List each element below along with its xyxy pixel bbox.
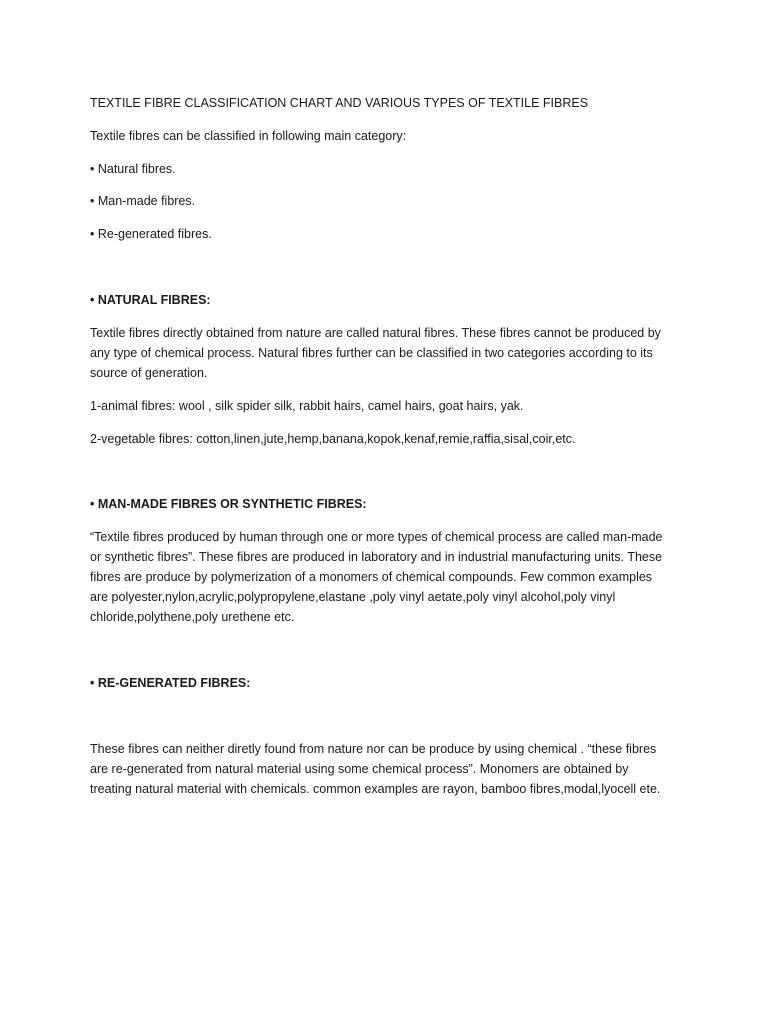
paragraph-line: source of generation. bbox=[90, 366, 208, 380]
regenerated-fibres-paragraph bbox=[90, 739, 690, 799]
bullet-natural-fibres: • Natural fibres. bbox=[90, 162, 176, 176]
natural-fibres-paragraph bbox=[90, 323, 690, 383]
man-made-fibres-heading: • MAN-MADE FIBRES OR SYNTHETIC FIBRES: bbox=[90, 497, 367, 511]
document-title: TEXTILE FIBRE CLASSIFICATION CHART AND VARIOUS TYPES OF TEXTILE FIBRES bbox=[90, 96, 589, 110]
paragraph-line: chloride,polythene,poly urethene etc. bbox=[90, 610, 295, 624]
paragraph-line: or synthetic fibres”. These fibres are produced in laboratory and in industrial manufacturing units. These bbox=[90, 550, 663, 564]
paragraph-line: These fibres can neither diretly found from nature nor can be produce by using chemical . “these fibres bbox=[90, 742, 657, 756]
regenerated-fibres-heading: • RE-GENERATED FIBRES: bbox=[90, 676, 251, 690]
paragraph-line: Textile fibres directly obtained from nature are called natural fibres. These fibres cannot be produced by bbox=[90, 326, 661, 340]
natural-fibres-heading: • NATURAL FIBRES: bbox=[90, 293, 211, 307]
paragraph-line: fibres are produce by polymerization of a monomers of chemical compounds. Few common examples bbox=[90, 570, 653, 584]
paragraph-line: are re-generated from natural material using some chemical process”. Monomers are obtained by bbox=[90, 762, 629, 776]
vegetable-fibres-text: 2-vegetable fibres: cotton,linen,jute,hemp,banana,kopok,kenaf,remie,raffia,sisal,coir,etc. bbox=[90, 432, 576, 446]
paragraph-line: “Textile fibres produced by human through one or more types of chemical process are called man-made bbox=[90, 530, 663, 544]
bullet-man-made-fibres: • Man-made fibres. bbox=[90, 194, 196, 208]
animal-fibres-text: 1-animal fibres: wool , silk spider silk, rabbit hairs, camel hairs, goat hairs, yak. bbox=[90, 399, 524, 413]
paragraph-line: treating natural material with chemicals. common examples are rayon, bamboo fibres,modal,lyocell ete. bbox=[90, 782, 661, 796]
intro-text: Textile fibres can be classified in following main category: bbox=[90, 129, 407, 143]
bullet-regenerated-fibres: • Re-generated fibres. bbox=[90, 227, 212, 241]
paragraph-line: any type of chemical process. Natural fibres further can be classified in two categories according to its bbox=[90, 346, 653, 360]
paragraph-line: are polyester,nylon,acrylic,polypropylene,elastane ,poly vinyl aetate,poly vinyl alcohol,poly vinyl bbox=[90, 590, 616, 604]
man-made-fibres-paragraph bbox=[90, 527, 690, 627]
